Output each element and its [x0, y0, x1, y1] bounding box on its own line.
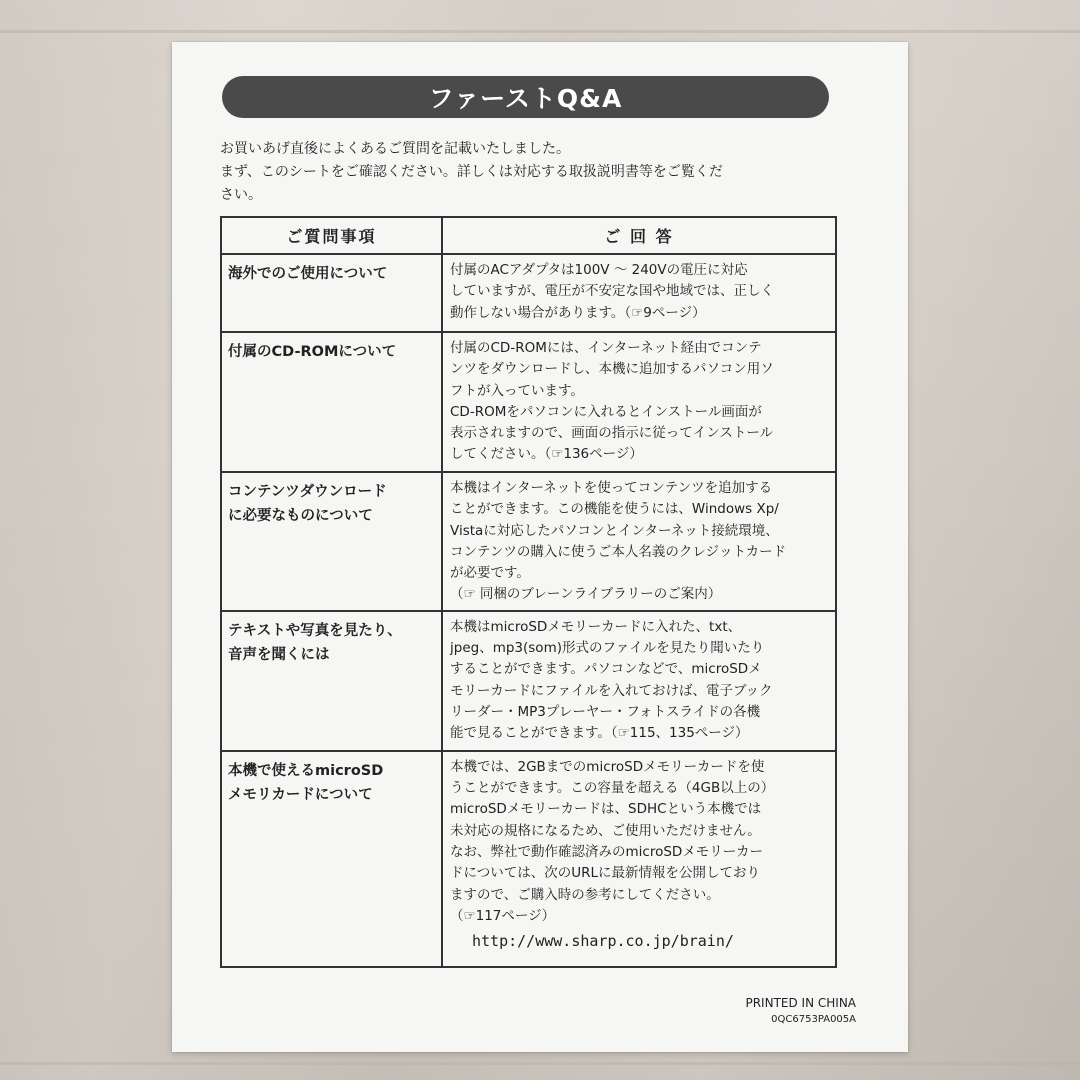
header-answer: ご 回 答 [442, 217, 836, 254]
answer-cell [442, 472, 836, 611]
intro-line: お買いあげ直後によくあるご質問を記載いたしました。 [220, 141, 570, 157]
answer-line: なお、弊社で動作確認済みのmicroSDメモリーカー [450, 843, 764, 860]
question-cell [221, 472, 442, 611]
answer-line: コンテンツの購入に使うご本人名義のクレジットカード [450, 543, 787, 560]
answer-cell [442, 332, 836, 472]
answer-line: ンツをダウンロードし、本機に追加するパソコン用ソ [450, 361, 774, 378]
footer [745, 994, 856, 1028]
url-link[interactable]: http://www.sharp.co.jp/brain/ [472, 932, 734, 951]
question-line: 海外でのご使用について [228, 266, 388, 282]
answer-line: （☞ 同梱のブレーンライブラリーのご案内） [450, 586, 722, 603]
answer-line: 本機はインターネットを使ってコンテンツを追加する [450, 480, 773, 496]
answer-line: 付属のCD-ROMには、インターネット経由でコンテ [450, 340, 762, 356]
header-question: ご質問事項 [221, 217, 442, 254]
answer-cell [442, 751, 836, 967]
answer-line: 本機はmicroSDメモリーカードに入れた、txt、 [450, 618, 742, 635]
title-banner [222, 76, 829, 118]
question-line: に必要なものについて [228, 508, 373, 524]
answer-line: CD-ROMをパソコンに入れるとインストール画面が [450, 403, 762, 420]
question-line: メモリカードについて [228, 786, 373, 803]
question-cell [221, 332, 442, 472]
answer-line: microSDメモリーカードは、SDHCという本機では [450, 801, 762, 818]
answer-line: ドについては、次のURLに最新情報を公開しており [450, 865, 761, 882]
question-cell [221, 751, 442, 967]
answer-line: 動作しない場合があります。（☞9ページ） [450, 304, 706, 321]
answer-line: jpeg、mp3(som)形式のファイルを見たり聞いたり [450, 640, 765, 657]
answer-line: 未対応の規格になるため、ご使用いただけません。 [450, 822, 761, 839]
intro-line: さい。 [220, 187, 262, 203]
answer-line: （☞117ページ） [450, 907, 556, 924]
question-line: 付属のCD-ROMについて [228, 344, 397, 360]
floor-tile-seam [0, 30, 1080, 33]
table-row [221, 751, 836, 967]
page-title: ファーストQ&A [428, 84, 623, 113]
table-row [221, 472, 836, 611]
question-line: 本機で使えるmicroSD [228, 762, 384, 779]
answer-line: モリーカードにファイルを入れておけば、電子ブック [450, 682, 773, 699]
question-cell [221, 611, 442, 751]
answer-line: 表示されますので、画面の指示に従ってインストール [450, 425, 774, 442]
answer-line: 付属のACアダプタは100V ～ 240Vの電圧に対応 [450, 262, 748, 278]
table-row [221, 332, 836, 472]
answer-line: Vistaに対応したパソコンとインターネット接続環境、 [450, 522, 779, 539]
answer-line: していますが、電圧が不安定な国や地域では、正しく [450, 283, 774, 300]
question-line: コンテンツダウンロード [228, 484, 387, 500]
answer-line: うことができます。この容量を超える（4GB以上の） [450, 780, 775, 797]
answer-line: フトが入っています。 [450, 382, 584, 399]
table-header-row [221, 217, 836, 254]
answer-line: ことができます。この機能を使うには、Windows Xp/ [450, 501, 779, 518]
floor-tile-seam [0, 1062, 1080, 1065]
intro-line: まず、このシートをご確認ください。詳しくは対応する取扱説明書等をご覧くだ [220, 164, 723, 180]
question-cell [221, 254, 442, 332]
table-row [221, 254, 836, 332]
answer-line: 本機では、2GBまでのmicroSDメモリーカードを使 [450, 758, 765, 775]
answer-line: してください。（☞136ページ） [450, 446, 643, 463]
question-line: 音声を聞くには [228, 646, 330, 663]
qa-table [220, 216, 837, 968]
answer-line: 能で見ることができます。（☞115、135ページ） [450, 725, 749, 742]
printed-in-label: PRINTED IN CHINA [745, 996, 856, 1010]
answer-cell [442, 611, 836, 751]
table-row [221, 611, 836, 751]
answer-line: が必要です。 [450, 565, 530, 582]
answer-line: リーダー・MP3プレーヤー・フォトスライドの各機 [450, 703, 761, 720]
answer-cell [442, 254, 836, 332]
qa-sheet [172, 42, 908, 1052]
question-line: テキストや写真を見たり、 [228, 622, 402, 639]
intro-text [220, 138, 850, 207]
product-code: 0QC6753PA005A [771, 1014, 856, 1025]
answer-line: することができます。パソコンなどで、microSDメ [450, 661, 762, 678]
answer-line: ますので、ご購入時の参考にしてください。 [450, 886, 720, 903]
